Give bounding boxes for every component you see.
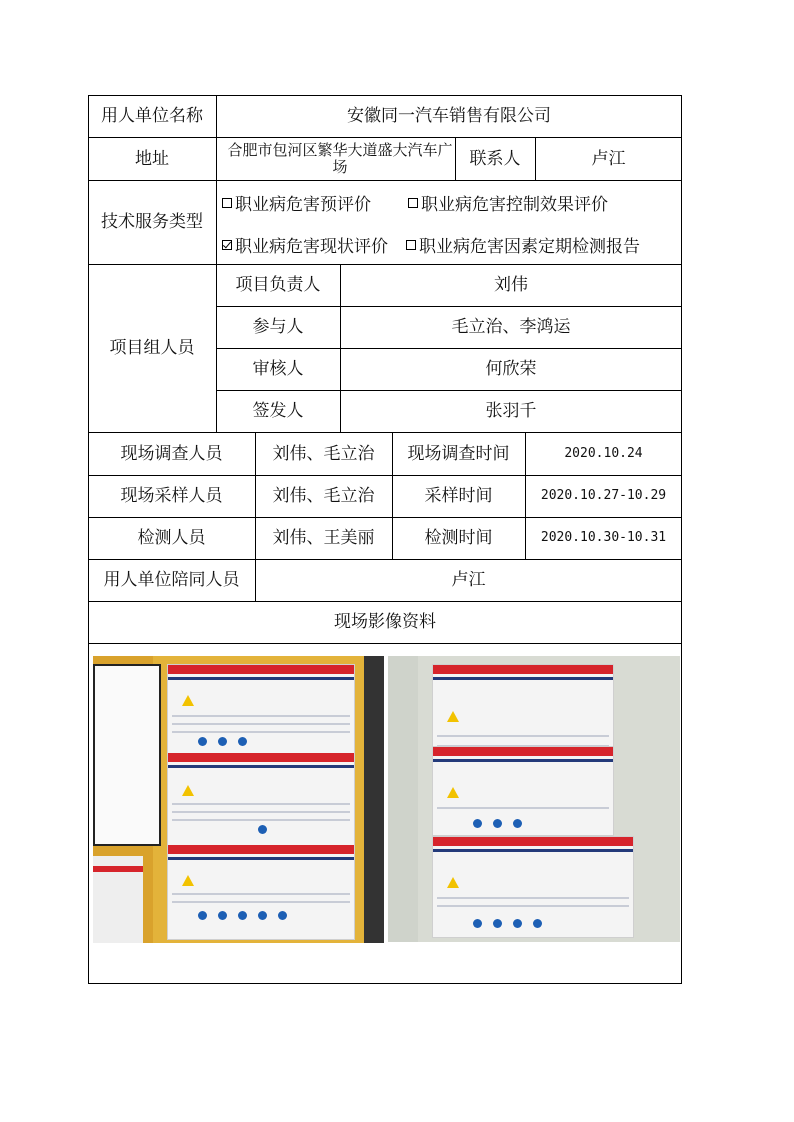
project-leader-value: 刘伟 <box>494 275 528 295</box>
sampling-staff-value: 刘伟、毛立治 <box>272 486 375 506</box>
option-status-evaluation[interactable]: 职业病危害现状评价 <box>222 232 388 257</box>
checked-checkbox-icon[interactable] <box>222 240 232 250</box>
site-photo-right <box>388 656 680 942</box>
testing-time-value: 2020.10.30-10.31 <box>540 530 667 545</box>
testing-staff-label: 检测人员 <box>137 528 206 548</box>
reviewer-value: 何欣荣 <box>485 359 537 379</box>
participants-value: 毛立治、李鸿运 <box>451 317 571 337</box>
site-photo-left <box>93 656 384 943</box>
survey-time-value: 2020.10.24 <box>564 445 643 461</box>
option-pre-evaluation[interactable]: 职业病危害预评价 <box>222 190 371 215</box>
address-value: 合肥市包河区繁华大道盛大汽车广场 <box>227 140 453 176</box>
option-periodic-testing-report[interactable]: 职业病危害因素定期检测报告 <box>406 232 640 257</box>
row-divider <box>88 643 682 644</box>
participants-label: 参与人 <box>252 317 304 337</box>
employer-name-value: 安徽同一汽车销售有限公司 <box>347 106 551 126</box>
service-type-label: 技术服务类型 <box>101 212 203 232</box>
sampling-staff-label: 现场采样人员 <box>120 486 223 506</box>
reviewer-label: 审核人 <box>252 359 304 379</box>
photos-header: 现场影像资料 <box>334 612 436 632</box>
issuer-value: 张羽千 <box>485 401 537 421</box>
accompany-value: 卢江 <box>451 570 486 590</box>
survey-staff-value: 刘伟、毛立治 <box>272 443 375 464</box>
testing-staff-value: 刘伟、王美丽 <box>272 528 375 548</box>
checkbox-icon[interactable] <box>406 240 416 250</box>
survey-staff-label: 现场调查人员 <box>120 443 223 464</box>
option-control-effect-evaluation[interactable]: 职业病危害控制效果评价 <box>408 190 608 215</box>
checkbox-icon[interactable] <box>408 198 418 208</box>
issuer-label: 签发人 <box>252 401 304 421</box>
contact-value: 卢江 <box>591 148 626 169</box>
testing-time-label: 检测时间 <box>424 528 493 548</box>
address-label: 地址 <box>135 148 169 169</box>
accompany-label: 用人单位陪同人员 <box>103 570 240 590</box>
project-leader-label: 项目负责人 <box>235 275 321 295</box>
checkbox-icon[interactable] <box>222 198 232 208</box>
contact-label: 联系人 <box>469 148 521 169</box>
project-team-label: 项目组人员 <box>109 338 195 358</box>
survey-time-label: 现场调查时间 <box>407 443 510 464</box>
sampling-time-label: 采样时间 <box>424 486 493 506</box>
sampling-time-value: 2020.10.27-10.29 <box>540 488 667 503</box>
employer-name-label: 用人单位名称 <box>101 106 203 126</box>
